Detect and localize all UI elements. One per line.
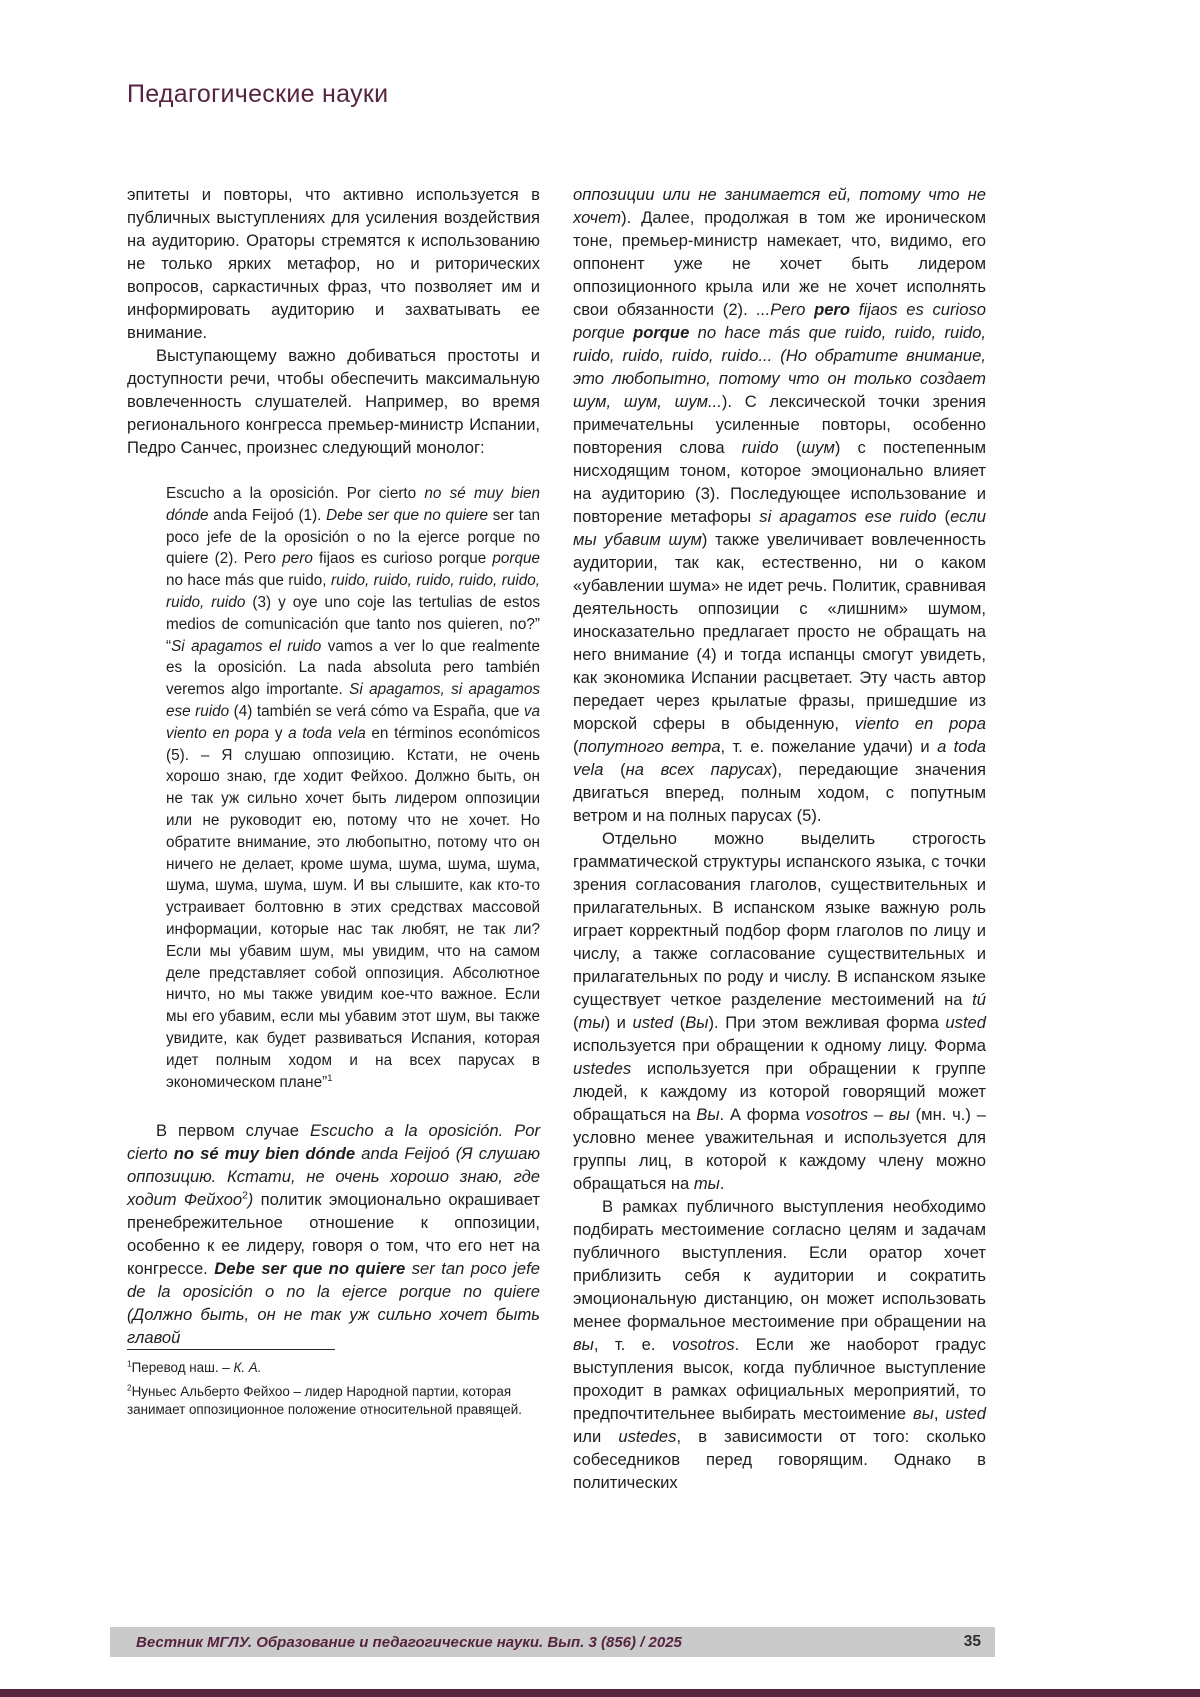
footer-journal-title: Вестник МГЛУ. Образование и педагогические науки. Вып. 3 (856) / 2025 — [136, 1633, 682, 1651]
text-run: В первом случае — [156, 1121, 310, 1141]
text-run: ser tan poco jefe de la oposición o no la ejerce porque no quiere (Должно быть, он не так уж сильно хочет быть главой — [127, 1259, 540, 1348]
page-footer — [110, 1627, 995, 1657]
paragraph — [573, 827, 986, 1195]
text-run: попутного ветра — [578, 737, 721, 756]
article-body — [127, 183, 987, 1492]
paragraph — [573, 183, 986, 827]
text-run: ruido — [741, 438, 779, 457]
footnote-divider — [127, 1349, 335, 1350]
text-run: usted — [945, 1013, 987, 1032]
text-run: шум — [801, 438, 835, 457]
text-run: pero — [814, 300, 851, 319]
text-run: Выступающему важно добиваться простоты и доступности речи, чтобы обеспечить максимальную вовлеченность слушателей. Например, во время регионального конгресса премьер-министр Испании, Педро Санчес, произнес следующий монолог: — [127, 346, 540, 457]
text-run: va viento en popa — [166, 702, 540, 742]
paragraph — [573, 1195, 986, 1494]
text-run: (4) también se verá cómo va España, que — [229, 702, 524, 720]
text-run: ). С лексической точки зрения примечательны усиленные повторы, особенно повторения слова — [573, 392, 986, 457]
text-run: ( — [603, 760, 626, 779]
text-run: anda Feijoó (Я слушаю оппозицию. Кстати, не очень хорошо знаю, где ходит Фейхоо — [127, 1144, 540, 1210]
footnote-list — [127, 1359, 540, 1419]
text-run: В рамках публичного выступления необходимо подбирать местоимение согласно целям и задачам публичного выступления. Если оратор хочет приблизить себя к аудитории и сократить эмоциональную дистанцию, он может использовать менее формальное местоимение при обращении на — [573, 1197, 986, 1331]
text-run: ), передающие значения двигаться вперед, полным ходом, с попутным ветром и на полных парусах (5). — [573, 760, 986, 825]
bottom-rule — [0, 1689, 1200, 1697]
text-run: si apagamos ese ruido — [759, 507, 937, 526]
text-run: Нуньес Альберто Фейхоо – лидер Народной партии, которая занимает оппозиционное положение относительной правящей. — [127, 1384, 522, 1418]
text-run: ( — [673, 1013, 686, 1032]
text-run: anda Feijoó (1). — [208, 506, 327, 524]
footnote-marker: 1 — [327, 1072, 333, 1084]
footnote-marker: 2 — [127, 1382, 132, 1393]
text-run: . — [719, 1174, 725, 1193]
text-run: если мы убавим шум — [573, 507, 986, 549]
text-run: vosotros – вы — [805, 1105, 910, 1124]
text-run: ) и — [604, 1013, 633, 1032]
footnote — [127, 1359, 540, 1377]
text-run: porque — [492, 550, 541, 568]
text-run: , — [933, 1404, 946, 1423]
text-run: политик эмоционально окрашивает пренебрежительное отношение к оппозиции, особенно к ее лидеру, говоря о том, что его нет на конгрессе. — [127, 1190, 540, 1279]
text-run: ты — [578, 1013, 605, 1032]
text-run: ustedes — [573, 1059, 632, 1078]
text-run: fijaos es curioso porque — [573, 300, 986, 342]
text-run: porque — [633, 323, 690, 342]
right-column — [573, 183, 987, 1492]
text-run: Si apagamos el ruido — [171, 637, 322, 655]
text-run: , т. е. пожелание удачи) и — [720, 737, 938, 756]
text-run: . А форма — [719, 1105, 806, 1124]
text-run: vamos a ver lo que realmente es la oposición. La nada absoluta pero también veremos algo importante. — [166, 637, 540, 699]
footnote-marker: 1 — [127, 1358, 132, 1369]
footnotes-section — [127, 1349, 540, 1425]
text-run: usted — [632, 1013, 674, 1032]
text-run: К. А. — [233, 1360, 262, 1376]
text-run: ( — [936, 507, 951, 526]
text-run: ( — [573, 1013, 579, 1032]
text-run: viento en popa — [854, 714, 986, 733]
text-run: ser tan poco jefe de la oposición o no la ejerce porque no quiere (2). Pero — [166, 506, 540, 568]
text-run: ( — [573, 737, 579, 756]
text-run: ) с постепенным нисходящим тоном, которое эмоционально влияет на аудиторию (3). Последующее использование и повторение метафоры — [573, 438, 987, 526]
text-run: на всех парусах — [625, 760, 772, 779]
text-run: a toda vela — [288, 724, 366, 742]
left-column — [127, 183, 541, 1418]
paragraph — [127, 183, 540, 344]
text-run: ). При этом вежливая форма — [708, 1013, 946, 1032]
left-column-text — [127, 183, 540, 1349]
text-run: Debe ser que no quiere — [326, 506, 488, 524]
text-run: ( — [778, 438, 802, 457]
text-run: no hace más que ruido, ruido, ruido, ruido, ruido, ruido, ruido... (Но обратите внимание, это любопытно, потому что он только создает шум, шум, шум... — [573, 323, 986, 411]
text-run: ustedes — [618, 1427, 677, 1446]
text-run: Отдельно можно выделить строгость грамматической структуры испанского языка, с точки зрения согласования глаголов, существительных и прилагательных. В испанском языке важную роль играет корректный подбор форм глаголов по лицу и числу, а также согласование существительных и прилагательных по роду и числу. В испанском языке существует четкое разделение местоимений на — [573, 829, 986, 1009]
text-run: y — [269, 724, 289, 742]
section-title: Педагогические науки — [127, 80, 389, 108]
text-run: ...Pero — [756, 300, 815, 319]
text-run: Escucho a la oposición. Por cierto — [127, 1121, 540, 1164]
text-run: fijaos es curioso porque — [312, 550, 493, 568]
text-run: Si apagamos, si apagamos ese ruido — [166, 681, 540, 720]
text-run: , т. е. — [593, 1335, 672, 1354]
text-run: no sé muy bien dónde — [173, 1144, 356, 1164]
text-run: Debe ser que no quiere — [214, 1259, 406, 1279]
text-run: эпитеты и повторы, что активно используется в публичных выступлениях для усиления воздействия на аудиторию. Ораторы стремятся к использованию не только ярких метафор, но и риторических вопросов, саркастичных фраз, что позволяет им и информировать аудиторию и захватывать ее внимание. — [127, 185, 540, 342]
text-run: a toda vela — [573, 737, 986, 779]
text-run: ruido, ruido, ruido, ruido, ruido, ruido, ruido — [166, 572, 540, 611]
text-run: Вы — [685, 1013, 709, 1032]
text-run: используется при обращении к группе людей, к каждому из которой говорящий может обращаться на — [573, 1059, 986, 1124]
text-run: . Если же наоборот градус выступления высок, когда публичное выступление проходит в рамках официальных мероприятий, то предпочтительнее выбирать местоимение — [573, 1335, 986, 1423]
footnote-marker: 2 — [242, 1190, 248, 1202]
text-run: usted — [945, 1404, 986, 1423]
text-run: Перевод наш. – — [131, 1360, 234, 1376]
text-run: ты — [693, 1174, 720, 1193]
text-run: no sé muy bien dónde — [166, 485, 540, 524]
text-run: pero — [282, 550, 313, 568]
paragraph — [127, 344, 540, 459]
text-run: Escucho a la oposición. Por cierto — [166, 485, 425, 502]
text-run: или — [573, 1427, 619, 1446]
text-run: Вы — [696, 1105, 720, 1124]
text-run: no hace más que ruido, — [166, 572, 331, 590]
text-run: оппозиции или не занимается ей, потому что не хочет — [573, 185, 986, 227]
text-run: tú — [972, 990, 986, 1009]
text-run: вы — [912, 1404, 934, 1423]
text-run: ) — [247, 1190, 261, 1210]
text-run: используется при обращении к одному лицу. Форма — [573, 1036, 986, 1055]
text-run: (3) y oye uno coje las tertulias de estos medios de comunicación que tanto nos quieren, no?” “ — [166, 593, 540, 655]
block-quote — [166, 483, 540, 1093]
text-run: ) также увеличивает вовлеченность аудитории, так как, естественно, ни о каком «убавлении шума» не идет речь. Политик, сравнивая деятельность оппозиции с «лишним» шумом, иносказательно предлагает просто не обращать на него внимание (4) и тогда испанцы смогут увидеть, как экономика Испании расцветает. Эту часть автор передает через крылатые фразы, пришедшие из морской сферы в обыденную, — [573, 530, 986, 733]
footnote — [127, 1383, 540, 1419]
page-number: 35 — [963, 1633, 981, 1650]
text-run: en términos económicos (5). – Я слушаю оппозицию. Кстати, не очень хорошо знаю, где ходит Фейхоо. Должно быть, он не так уж сильно хочет быть лидером оппозиции или не руководит ею, потому что не хочет. Но обратите внимание, это любопытно, потому что он ничего не делает, кроме шума, шума, шума, шума, шума, шума, шума, шум. И вы слышите, как кто-то устраивает болтовню в этих средствах массовой информации, которые нас так любят, не так ли? Если мы убавим шум, мы увидим, что на самом деле представляет собой оппозиция. Абсолютное ничто, но мы также увидим кое-что важное. Если мы его убавим, если мы убавим этот шум, вы также увидите, как будет развиваться Испания, которая идет полным ходом и на всех парусах в экономическом плане” — [166, 724, 541, 1091]
text-run: вы — [573, 1335, 594, 1354]
text-run: vosotros — [671, 1335, 735, 1354]
text-run: , в зависимости от того: сколько собеседников перед говорящим. Однако в политических — [573, 1427, 986, 1492]
paragraph — [127, 1119, 540, 1349]
text-run: ). Далее, продолжая в том же ироническом тоне, премьер-министр намекает, что, видимо, его оппонент уже не хочет быть лидером оппозиционного крыла или же не хочет исполнять свои обязанности (2). — [573, 208, 986, 319]
text-run: (мн. ч.) – условно менее уважительная и используется для группы лиц, в которой к каждому члену можно обращаться на — [573, 1105, 986, 1193]
